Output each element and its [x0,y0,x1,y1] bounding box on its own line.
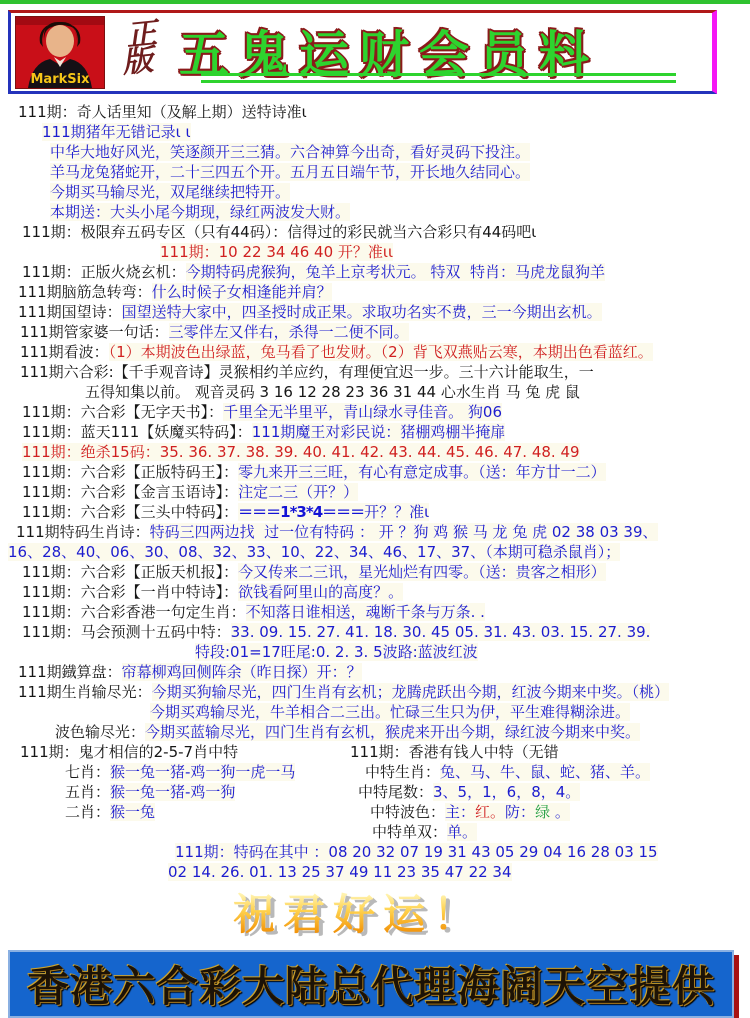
provider-banner-text: 香港六合彩大陆总代理海阔天空提供 [26,962,715,1011]
line-tema-in-it-1: 111期：特码在其中 ：08 20 32 07 19 31 43 05 29 04 16 28 03 15 [175,843,658,861]
two-xiao-row: 二肖：猴一兔 [65,803,156,821]
line-yiju-shengxiao: 111期：六合彩香港一句定生肖：不知落日谁相送，魂断千条与万条. . [22,603,485,621]
line-yixiao: 111期：六合彩【一肖中特诗】：欲钱看阿里山的高度？。 [22,583,404,601]
line-wuzitianshu: 111期：六合彩【无字天书】：千里全无半里平，青山绿水寻佳音。 狗06 [22,403,502,421]
zhongte-danshuang-row: 中特单双：单。 [372,823,478,841]
line-qiren-intro: 111期：奇人话里知（及解上期）送特诗准ι [18,103,307,121]
five-xiao-row: 五肖：猴一兔一猪-鸡一狗 [65,783,236,801]
line-guanyin-2: 五得知集以前。 观音灵码 3 16 12 28 23 36 31 44 心水生肖 马 兔 虎 鼠 [85,383,580,401]
line-teduan: 特段:01=17旺尾:0. 2. 3. 5波路:蓝波红波 [195,643,478,661]
rich-man-title: 111期：香港有钱人中特（无错 [350,743,559,761]
line-guowang: 111期国望诗：国望送特大家中，四圣授时成正果。求取功名实不费，三一今期出玄机。 [18,303,602,321]
tips-lines-top [0,102,750,742]
line-shengxiao-shi-1: 111期特码生肖诗：特码三四两边找 过一位有特码 ： 开 ？狗 鸡 猴 马 龙 兔 虎 02 38 03 39、 [16,523,658,541]
line-naojin: 111期脑筋急转弯：什么时候子女相逢能并肩？ [18,283,332,301]
ghost-talent-title: 111期：鬼才相信的2-5-7肖中特 [20,743,239,761]
line-jixian-numbers: 111期：10 22 34 46 40 开？准ιι [160,243,394,261]
good-luck-wish: 祝君好运！ [233,892,523,938]
line-pig-year-record: 111期猪年无错记录ι ι [42,123,191,141]
masthead [8,10,717,94]
zhongte-shengxiao-row: 中特生肖：兔、马、牛、鼠、蛇、猪、羊。 [365,763,651,781]
line-poem-3: 今期买马输尽光，双尾继续把特开。 [50,183,291,201]
provider-banner [8,950,734,1018]
ghost-talent-column [20,742,330,842]
line-shuxjinguang-1: 111期生肖输尽光：今期买狗输尽光，四门生肖有玄机；龙腾虎跃出今期，红波今期来中奖。（桃） [18,683,670,701]
tips-content [0,102,750,882]
page-title: 五鬼运财会员料 [179,26,599,84]
seven-xiao-row: 七肖：猴一兔一猪-鸡一狗一虎一马 [65,763,296,781]
line-tematowang: 111期：六合彩【正版特码王】：零九来开三三旺，有心有意定成事。（送：年方廿一二） [22,463,606,481]
line-mahui-15: 111期：马会预测十五码中特：33. 09. 15. 27. 41. 18. 30. 45 05. 31. 43. 03. 15. 27. 39. [22,623,651,641]
line-kanbo: 111期看波：（1）本期波色出绿蓝，兔马看了也发财。（2）背飞双燕贴云寒，本期出色看蓝红。 [20,343,653,361]
photo-caption: MarkSix [30,72,90,87]
line-shuxjinguang-2: 今期买鸡输尽光，牛羊相合二三出。忙碌三生只为伊，平生难得糊涂进。 [150,703,631,721]
line-guanyin-1: 111期六合彩:【千手观音诗】灵猴相约羊应约，有理便宜迟一步。三十六计能取生，一 [20,363,594,381]
rich-man-column [330,742,750,842]
line-poem-4: 本期送：大头小尾今期现，绿红两波发大财。 [50,203,351,221]
line-poem-2: 羊马龙兔猪蛇开，二十三四五个开。五月五日端午节，开长地久结同心。 [50,163,531,181]
line-tema-in-it-2: 02 14. 26. 01. 13 25 37 49 11 23 35 47 22 34 [168,863,512,881]
line-tiesuanpan: 111期鐡算盘：帘幕柳鸡回侧阵余（昨日探）开：？ [18,663,362,681]
portrait-photo [15,16,105,89]
line-bose-shujinguang: 波色输尽光：今期买蓝输尽光，四门生肖有玄机，猴虎来开出今期，绿红波今期来中奖。 [55,723,641,741]
line-santou: 111期：六合彩【三头中特码】：＝＝＝1*3*4＝＝＝开？？准ι [22,503,430,521]
line-huoshao: 111期：正版火烧玄机：今期特码虎猴狗，兔羊上京考状元。 特双 特肖：马虎龙鼠狗羊 [22,263,605,281]
line-poem-1: 中华大地好风光，笑逐颜开三三猜。六合神算今出奇，看好灵码下投注。 [50,143,531,161]
two-column-section [20,742,750,842]
title-underline [201,73,676,83]
zhongte-weishu-row: 中特尾数：3、5，1，6，8，4。 [358,783,581,801]
line-lantian: 111期：蓝天111【妖魔买特码】：111期魔王对彩民说：猪棚鸡棚半掩扉 [22,423,506,441]
line-jixian-zone: 111期：极限弃五码专区（只有44码）：信得过的彩民就当六合彩只有44码吧ι [22,223,537,241]
top-green-divider [0,0,750,4]
line-jinyan: 111期：六合彩【金言玉语诗】：注定二三（开？） [22,483,359,501]
portrait-illustration [16,17,104,88]
line-juesha-15: 111期：绝杀15码：35. 36. 37. 38. 39. 40. 41. 42. 43. 44. 45. 46. 47. 48. 49 [22,443,580,461]
edition-label: 正 版 [122,15,162,81]
line-tianjibao: 111期：六合彩【正版天机报】：今又传来二三讯，星光灿烂有四零。（送：贵客之相形） [22,563,606,581]
line-guanjiapo: 111期管家婆一句话：三零伴左又伴右，杀得一二便不同。 [20,323,409,341]
zhongte-bose-row: 中特波色：主：红。防：绿 。 [370,803,570,821]
tips-lines-bottom [0,842,750,882]
line-shengxiao-shi-2: 16、28、40、06、30、08、32、33、10、22、34、46、17、37、（本期可稳杀鼠肖）； [8,543,621,561]
